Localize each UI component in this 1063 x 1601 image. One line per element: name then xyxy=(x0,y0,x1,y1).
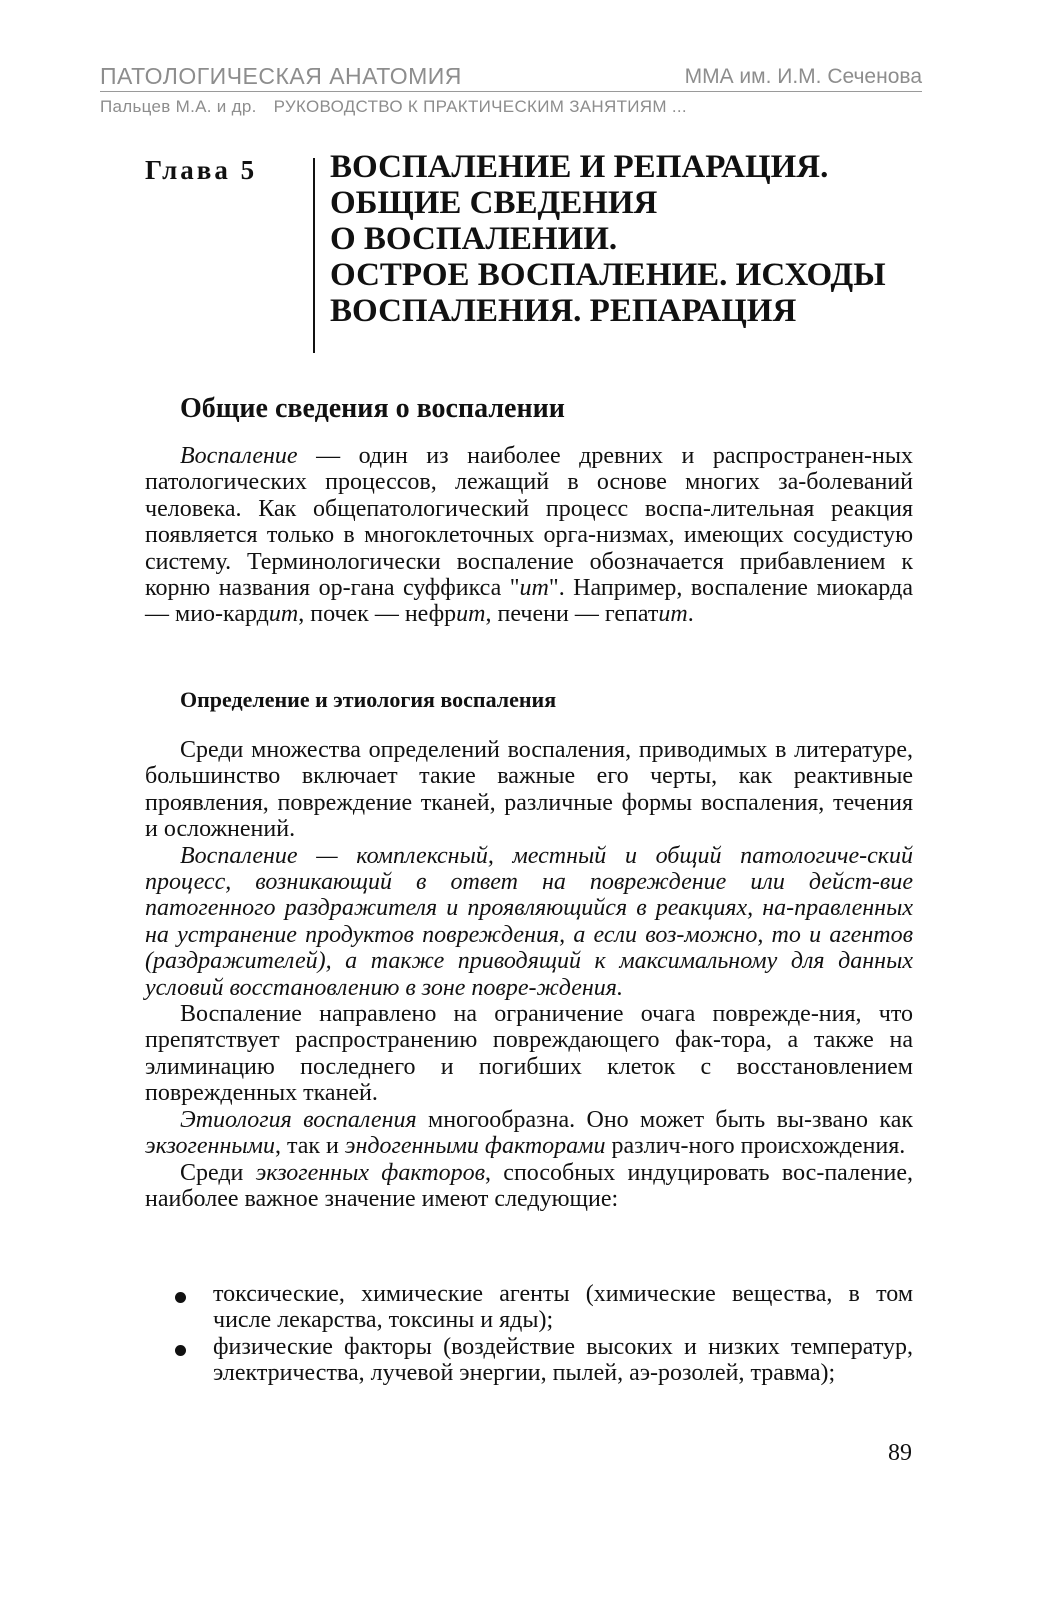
institution-name: ММА им. И.М. Сеченова xyxy=(684,65,922,88)
intro-paragraph: Воспаление — один из наиболее древних и распространен-ных патологических процессов, лежащий в основе многих за-болеваний человека. Как общепатологический процесс воспа-лительная реакция появляется только в многоклеточных орга-низмах, имеющих сосудистую систему. Терминологически воспаление обозначается прибавлением к корню названия ор-гана суффикса "ит". Например, воспаление миокарда — мио-кардит, почек — нефрит, печени — гепатит. xyxy=(145,443,913,628)
running-header xyxy=(100,63,922,92)
paragraph-exogenous-intro: Среди экзогенных факторов, способных индуцировать вос-паление, наиболее важное значение имеют следующие: xyxy=(145,1159,913,1212)
suffix-term: ит xyxy=(519,575,549,602)
term-inflammation: Воспаление xyxy=(180,443,298,469)
chapter-title-line: О ВОСПАЛЕНИИ. xyxy=(330,221,618,257)
list-item: физические факторы (воздействие высоких и низких температур, электричества, лучевой энергии, пылей, аэ-розолей, травма); xyxy=(145,1334,913,1387)
bullet-icon xyxy=(175,1292,186,1303)
chapter-divider xyxy=(313,158,315,353)
section-heading: Общие сведения о воспалении xyxy=(180,393,565,424)
paragraph-purpose: Воспаление направлено на ограничение очага поврежде-ния, что препятствует распространению повреждающего фак-тора, а также на элиминацию последнего и погибших клеток с восстановлением поврежденных тканей. xyxy=(145,1001,913,1107)
paragraph-definitions-overview: Среди множества определений воспаления, приводимых в литературе, большинство включает такие важные его черты, как реактивные проявления, повреждение тканей, различные формы воспаления, течения и осложнений. xyxy=(145,737,913,843)
book-series-title: ПАТОЛОГИЧЕСКАЯ АНАТОМИЯ xyxy=(100,63,462,89)
chapter-title xyxy=(330,149,910,329)
subsection-heading: Определение и этиология воспаления xyxy=(180,687,557,712)
chapter-title-line: ВОСПАЛЕНИЯ. РЕПАРАЦИЯ xyxy=(330,293,797,329)
exogenous-factors-list xyxy=(145,1281,913,1387)
book-title: РУКОВОДСТВО К ПРАКТИЧЕСКИМ ЗАНЯТИЯМ ... xyxy=(273,97,687,116)
definitions-block xyxy=(145,737,913,1212)
running-subheader xyxy=(100,97,687,117)
intro-block xyxy=(145,443,913,628)
page-number: 89 xyxy=(888,1440,912,1466)
authors: Пальцев М.А. и др. xyxy=(100,97,257,116)
list-item: токсические, химические агенты (химические вещества, в том числе лекарства, токсины и яды); xyxy=(145,1281,913,1334)
chapter-title-line: ОБЩИЕ СВЕДЕНИЯ xyxy=(330,185,658,221)
paragraph-definition: Воспаление — комплексный, местный и общий патологиче-ский процесс, возникающий в ответ на повреждение или дейст-вие патогенного раздражителя и проявляющийся в реакциях, на-правленных на устранение продуктов повреждения, а если воз-можно, то и агентов (раздражителей), а также приводящий к максимальному для данных условий восстановлению в зоне повре-ждения. xyxy=(145,842,913,1001)
paragraph-etiology: Этиология воспаления многообразна. Оно может быть вы-звано как экзогенными, так и эндогенными факторами различ-ного происхождения. xyxy=(145,1106,913,1160)
chapter-label: Глава 5 xyxy=(145,155,258,185)
chapter-title-line: ВОСПАЛЕНИЕ И РЕПАРАЦИЯ. xyxy=(330,149,829,185)
chapter-title-line: ОСТРОЕ ВОСПАЛЕНИЕ. ИСХОДЫ xyxy=(330,257,886,293)
bullet-icon xyxy=(175,1345,186,1356)
